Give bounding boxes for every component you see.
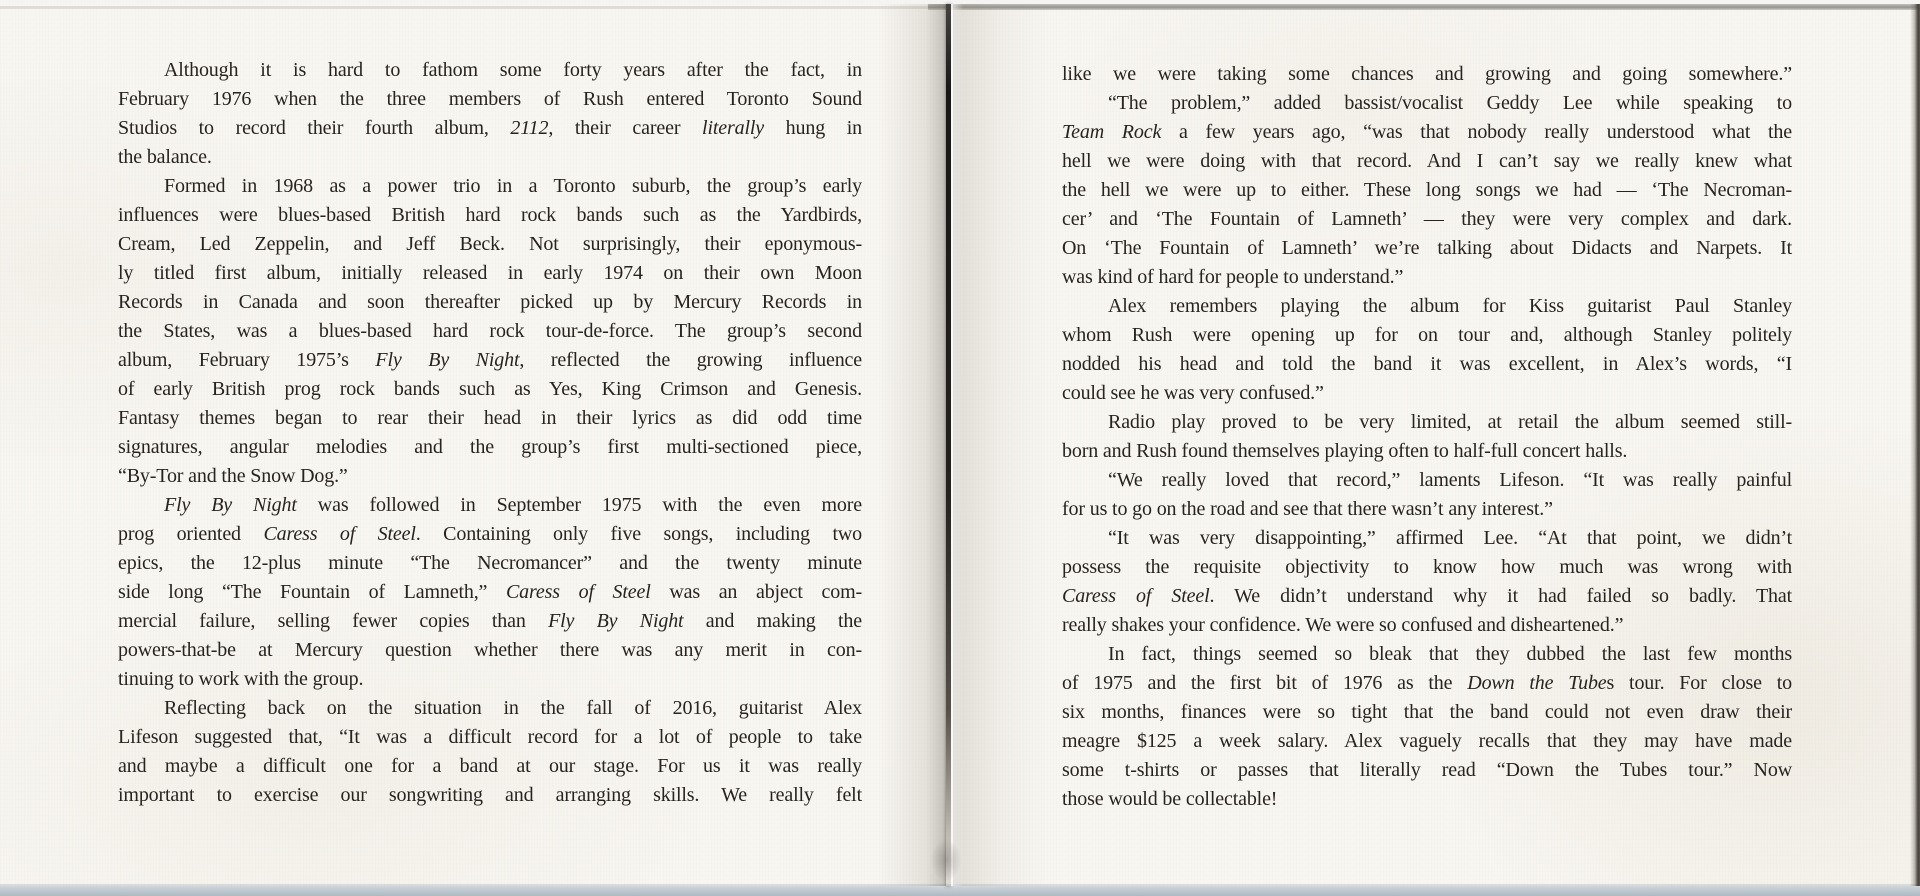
- paragraph: [118, 56, 862, 172]
- paragraph: [1062, 466, 1792, 524]
- text-line: born and Rush found themselves playing often to half-full concert halls.: [1062, 440, 1628, 462]
- text-line: the hell we were up to either. These long songs we had — ‘The Necroman-: [1062, 179, 1792, 201]
- text-line: Records in Canada and soon thereafter picked up by Mercury Records in: [118, 291, 862, 313]
- left-page-top-edge: [0, 6, 928, 9]
- gutter-bottom-smudge: [924, 830, 968, 890]
- booklet-page-right-text: [1062, 60, 1792, 814]
- text-line: “We really loved that record,” laments Lifeson. “It was really painful: [1108, 469, 1792, 491]
- text-line: Fantasy themes began to rear their head in their lyrics as did odd time: [118, 407, 862, 429]
- gutter-shadow-left: [878, 4, 946, 886]
- text-line: “It was very disappointing,” affirmed Lee. “At that point, we didn’t: [1108, 527, 1792, 549]
- text-line: Radio play proved to be very limited, at retail the album seemed still-: [1108, 411, 1792, 433]
- text-line: Formed in 1968 as a power trio in a Toronto suburb, the group’s early: [164, 175, 862, 197]
- text-line: tinuing to work with the group.: [118, 668, 364, 690]
- text-line: “By-Tor and the Snow Dog.”: [118, 465, 348, 487]
- text-line: mercial failure, selling fewer copies than Fly By Night and making the: [118, 610, 862, 632]
- text-line: those would be collectable!: [1062, 788, 1278, 810]
- text-line: and maybe a difficult one for a band at our stage. For us it was really: [118, 755, 862, 777]
- paragraph: [118, 694, 862, 810]
- text-line: of 1975 and the first bit of 1976 as the Down the Tubes tour. For close to: [1062, 672, 1793, 694]
- right-page-outer-edge: [1910, 4, 1920, 886]
- text-line: was kind of hard for people to understand.”: [1062, 266, 1404, 288]
- text-line: Lifeson suggested that, “It was a difficult record for a lot of people to take: [118, 726, 862, 748]
- booklet-page-left-text: [118, 56, 862, 810]
- paragraph: [1062, 408, 1792, 466]
- text-line: like we were taking some chances and growing and going somewhere.”: [1062, 63, 1792, 85]
- paragraph: [118, 491, 862, 694]
- text-line: powers-that-be at Mercury question whether there was any merit in con-: [118, 639, 862, 661]
- paragraph: [1062, 640, 1792, 814]
- text-line: Although it is hard to fathom some forty years after the fact, in: [164, 59, 862, 81]
- paragraph: [1062, 60, 1792, 89]
- text-line: cer’ and ‘The Fountain of Lamneth’ — they were very complex and dark.: [1062, 208, 1792, 230]
- text-line: Caress of Steel. We didn’t understand why it had failed so badly. That: [1062, 585, 1792, 607]
- text-line: whom Rush were opening up for on tour and, although Stanley politely: [1062, 324, 1792, 346]
- text-line: On ‘The Fountain of Lamneth’ we’re talking about Didacts and Narpets. It: [1062, 237, 1792, 259]
- text-line: some t-shirts or passes that literally read “Down the Tubes tour.” Now: [1062, 759, 1792, 781]
- paragraph: [1062, 89, 1792, 292]
- text-line: signatures, angular melodies and the group’s first multi-sectioned piece,: [118, 436, 862, 458]
- paragraph: [1062, 292, 1792, 408]
- text-line: possess the requisite objectivity to know how much was wrong with: [1062, 556, 1792, 578]
- paragraph: [118, 172, 862, 491]
- text-line: hell we were doing with that record. And I can’t say we really knew what: [1062, 150, 1792, 172]
- text-line: for us to go on the road and see that there wasn’t any interest.”: [1062, 498, 1553, 520]
- text-line: album, February 1975’s Fly By Night, reflected the growing influence: [118, 349, 862, 371]
- text-line: could see he was very confused.”: [1062, 382, 1324, 404]
- text-line: meagre $125 a week salary. Alex vaguely recalls that they may have made: [1062, 730, 1792, 752]
- text-line: influences were blues-based British hard rock bands such as the Yardbirds,: [118, 204, 862, 226]
- text-line: Studios to record their fourth album, 2112, their career literally hung in: [118, 117, 863, 139]
- text-line: side long “The Fountain of Lamneth,” Caress of Steel was an abject com-: [118, 581, 863, 603]
- text-line: Alex remembers playing the album for Kiss guitarist Paul Stanley: [1108, 295, 1792, 317]
- text-line: Cream, Led Zeppelin, and Jeff Beck. Not surprisingly, their eponymous-: [118, 233, 862, 255]
- text-line: really shakes your confidence. We were so confused and disheartened.”: [1062, 614, 1624, 636]
- text-line: prog oriented Caress of Steel. Containing only five songs, including two: [118, 523, 863, 545]
- text-line: the balance.: [118, 146, 212, 168]
- text-line: nodded his head and told the band it was excellent, in Alex’s words, “I: [1062, 353, 1792, 375]
- text-line: In fact, things seemed so bleak that they dubbed the last few months: [1108, 643, 1792, 665]
- right-page-top-edge: [928, 4, 1920, 10]
- text-line: February 1976 when the three members of Rush entered Toronto Sound: [118, 88, 862, 110]
- text-line: of early British prog rock bands such as Yes, King Crimson and Genesis.: [118, 378, 862, 400]
- text-line: important to exercise our songwriting and arranging skills. We really felt: [118, 784, 862, 806]
- text-line: Team Rock a few years ago, “was that nobody really understood what the: [1062, 121, 1792, 143]
- text-line: “The problem,” added bassist/vocalist Geddy Lee while speaking to: [1108, 92, 1792, 114]
- text-line: ly titled first album, initially released in early 1974 on their own Moon: [118, 262, 862, 284]
- paragraph: [1062, 524, 1792, 640]
- text-line: six months, finances were so tight that the band could not even draw their: [1062, 701, 1792, 723]
- text-line: Fly By Night was followed in September 1975 with the even more: [164, 494, 862, 516]
- text-line: epics, the 12-plus minute “The Necromancer” and the twenty minute: [118, 552, 862, 574]
- text-line: the States, was a blues-based hard rock tour-de-force. The group’s second: [118, 320, 862, 342]
- text-line: Reflecting back on the situation in the fall of 2016, guitarist Alex: [164, 697, 862, 719]
- gutter-shadow-right: [953, 4, 1048, 886]
